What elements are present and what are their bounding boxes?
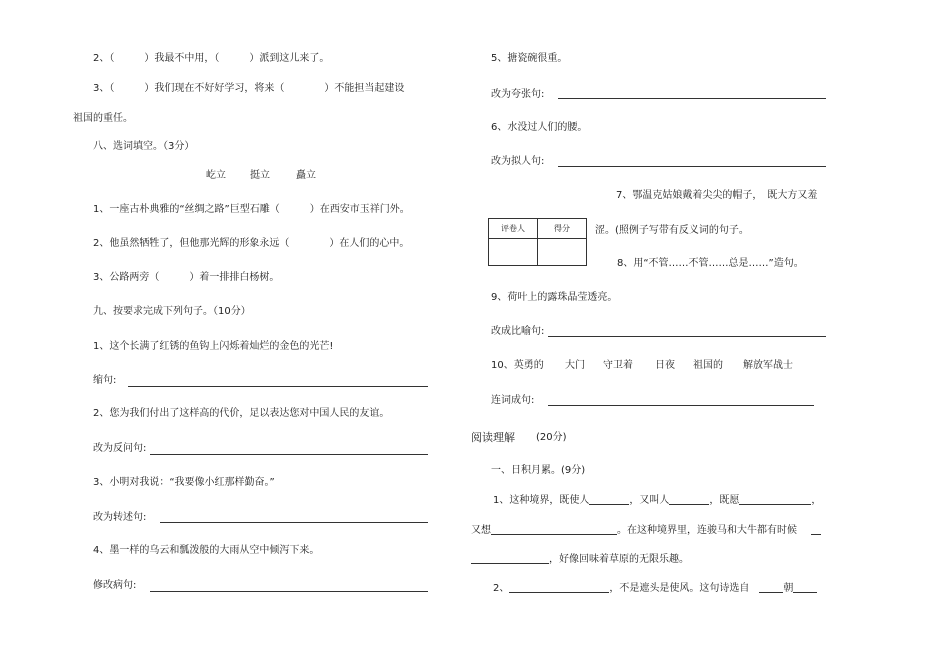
r1-text: ，既愿 [709,495,740,506]
s9-question-1: 1、这个长满了红锈的鱼钩上闪烁着灿烂的金色的光芒! [93,341,334,352]
r-question-7: 7、鄂温克姑娘戴着尖尖的帽子， 既大方又羞 [616,190,818,201]
blank[interactable] [509,582,609,593]
r1-text: 又想 [471,525,491,536]
q10-word: 祖国的 [693,360,723,371]
r-answer-label-10: 连词成句: [491,395,535,406]
grader-cell[interactable] [489,239,538,266]
s8-question-2: 2、他虽然牺牲了，但他那光辉的形象永远（ ）在人们的心中。 [93,238,410,249]
r-answer-label-6: 改为拟人句: [491,156,545,167]
blank[interactable] [739,494,811,505]
reading-title: 阅读理解 [471,431,515,444]
r2-text: 朝 [783,583,794,594]
r-question-9: 9、荷叶上的露珠晶莹透亮。 [491,292,618,303]
r-answer-label-9: 改成比喻句: [491,326,545,337]
score-cell[interactable] [538,239,587,266]
q10-word: 解放军战士 [743,360,793,371]
r1-line-2 [471,524,821,537]
s9-question-3: 3、小明对我说：“我要像小红那样勤奋。” [93,477,275,488]
score-header: 得分 [538,219,587,239]
q10-word: 日夜 [655,360,675,371]
r2-text: ，不是遮头是使风。这句诗选自 [609,583,750,594]
word-option-1: 屹立 [206,170,226,181]
answer-line[interactable] [558,98,826,99]
blank[interactable] [759,582,783,593]
r2-text: 2、 [493,583,510,594]
r1-text: 1、这种境界，既使人 [493,495,590,506]
r2-line-1 [493,582,817,595]
r1-line-1: 1、这种境界，既使人 ，又叫人 ，既愿 ， [493,495,822,506]
blank[interactable] [793,582,817,593]
line-q3-cont: 祖国的重任。 [73,113,133,124]
r1-text: ，又叫人 [629,495,670,506]
grader-header: 评卷人 [489,219,538,239]
score-table [488,218,587,266]
answer-line[interactable] [150,591,428,592]
reading-score: (20分) [536,432,567,443]
q10-word: 大门 [565,360,585,371]
answer-line[interactable] [548,336,826,337]
s8-question-3: 3、公路两旁（ ）着一排排白杨树。 [93,272,280,283]
line-q3: 3、（ ）我们现在不好好学习，将来（ ）不能担当起建设 [93,83,405,94]
r1-line-3 [471,553,689,566]
r-question-5: 5、搪瓷碗很重。 [491,53,568,64]
word-option-2: 挺立 [250,170,270,181]
s9-question-2: 2、您为我们付出了这样高的代价，足以表达您对中国人民的友谊。 [93,408,390,419]
r1-text: 。在这种境界里，连骏马和大牛都有时候 [617,525,797,536]
section-8-title: 八、选词填空。（3分） [93,141,195,152]
s8-question-1: 1、一座古朴典雅的“丝绸之路”巨型石雕（ ）在西安市玉祥门外。 [93,204,410,215]
r-question-10-label: 10、英勇的 [491,360,544,371]
r-question-7-cont: 涩。(照例子写带有反义词的句子。 [595,225,749,236]
word-option-3: 矗立 [296,170,316,181]
s9-question-4: 4、墨一样的乌云和瓢泼般的大雨从空中倾泻下来。 [93,545,320,556]
r-answer-label-5: 改为夸张句: [491,89,545,100]
answer-line[interactable] [548,405,814,406]
blank[interactable] [669,494,709,505]
s9-answer-label-2: 改为反问句: [93,443,147,454]
s9-answer-label-4: 修改病句: [93,580,137,591]
r1-title: 一、日积月累。(9分) [491,465,586,476]
s9-answer-label-1: 缩句: [93,375,117,386]
blank[interactable] [471,553,549,564]
blank[interactable] [589,494,629,505]
section-9-title: 九、按要求完成下列句子。（10分） [93,306,251,317]
answer-line[interactable] [150,454,428,455]
line-q2: 2、（ ）我最不中用，（ ）派到这儿来了。 [93,53,330,64]
answer-line[interactable] [160,522,428,523]
blank[interactable] [811,524,821,535]
blank[interactable] [491,524,617,535]
s9-answer-label-3: 改为转述句: [93,512,147,523]
r-question-8: 8、用“不管……不管……总是……”造句。 [617,258,804,269]
answer-line[interactable] [558,166,826,167]
r-question-6: 6、水没过人们的腰。 [491,122,588,133]
q10-word: 守卫着 [603,360,633,371]
r1-text: ，好像回味着草原的无限乐趣。 [549,554,689,565]
answer-line[interactable] [128,386,428,387]
